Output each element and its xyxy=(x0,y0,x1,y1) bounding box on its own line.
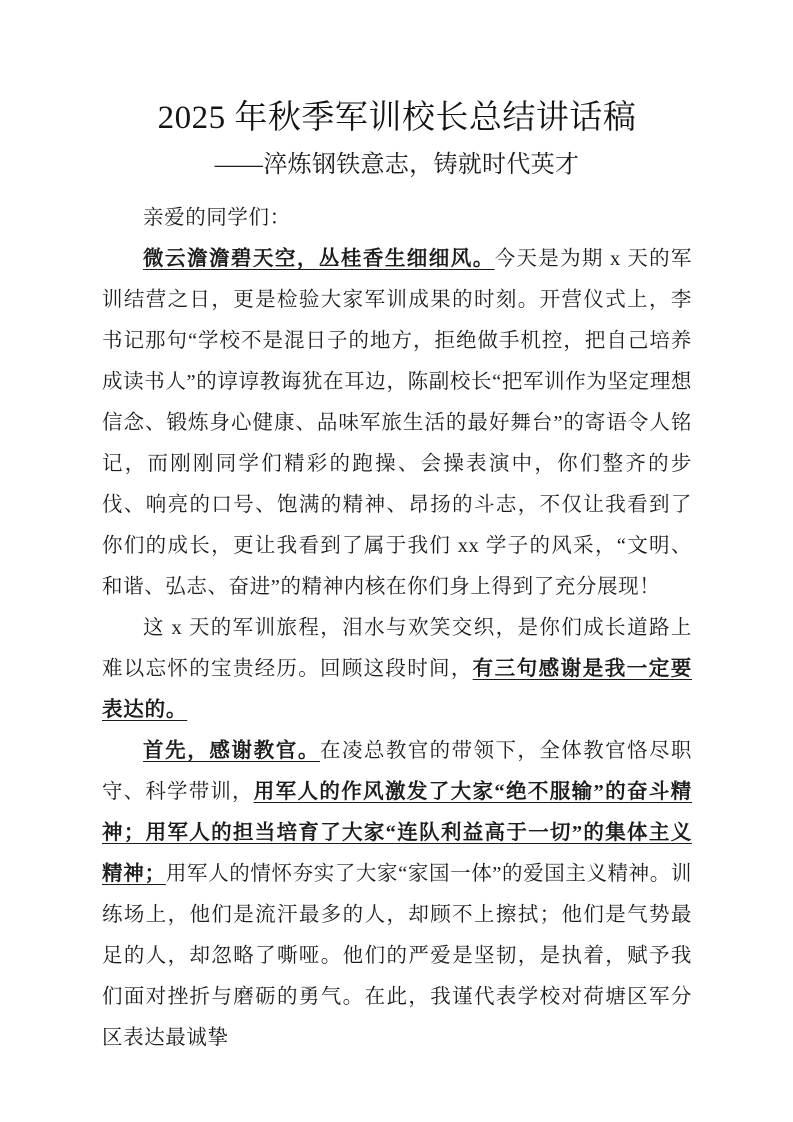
body-paragraph xyxy=(102,239,692,608)
page-title: 2025 年秋季军训校长总结讲话稿 xyxy=(157,100,637,136)
emphasis-run: 有三句感谢是我一定要表达的。 xyxy=(102,658,693,721)
emphasis-run: 微云澹澹碧天空，丛桂香生细细风。 xyxy=(143,248,495,270)
emphasis-run: 首先，感谢教官。 xyxy=(143,740,321,762)
text-run: 这 x 天的军训旅程，泪水与欢笑交织，是你们成长道路上难以忘怀的宝贵经历。回顾这段时间， xyxy=(102,617,692,680)
document-content xyxy=(102,96,692,1059)
paragraph-list xyxy=(102,239,692,1059)
text-run: 用军人的情怀夯实了大家“家国一体”的爱国主义精神。训练场上，他们是流汗最多的人，却顾不上擦拭；他们是气势最足的人，却忽略了嘶哑。他们的严爱是坚韧，是执着，赋予我们面对挫折与磨砺的勇气。在此，我谨代表学校对荷塘区军分区表达最诚挚 xyxy=(102,863,692,1049)
body-paragraph xyxy=(102,608,692,731)
body-paragraph xyxy=(102,731,692,1059)
text-run: 在凌总教官的带领下，全体教官恪尽职守、科学带训， xyxy=(102,740,692,803)
text-run: 今天是为期 x 天的军训结营之日，更是检验大家军训成果的时刻。开营仪式上，李书记那句“学校不是混日子的地方，拒绝做手机控，把自己培养成读书人”的谆谆教诲犹在耳边，陈副校长“把军训作为坚定理想信念、锻炼身心健康、品味军旅生活的最好舞台”的寄语令人铭记，而刚刚同学们精彩的跑操、会操表演中，你们整齐的步伐、响亮的口号、饱满的精神、昂扬的斗志，不仅让我看到了你们的成长，更让我看到了属于我们 xx 学子的风采，“文明、和谐、弘志、奋进”的精神内核在你们身上得到了充分展现！ xyxy=(102,248,692,598)
document-body xyxy=(102,198,692,1059)
salutation-line: 亲爱的同学们： xyxy=(143,207,291,229)
page-subtitle: ——淬炼钢铁意志，铸就时代英才 xyxy=(214,152,580,178)
emphasis-run: 用军人的作风激发了大家“绝不服输”的奋斗精神；用军人的担当培育了大家“连队利益高于一切”的集体主义精神； xyxy=(102,781,692,885)
